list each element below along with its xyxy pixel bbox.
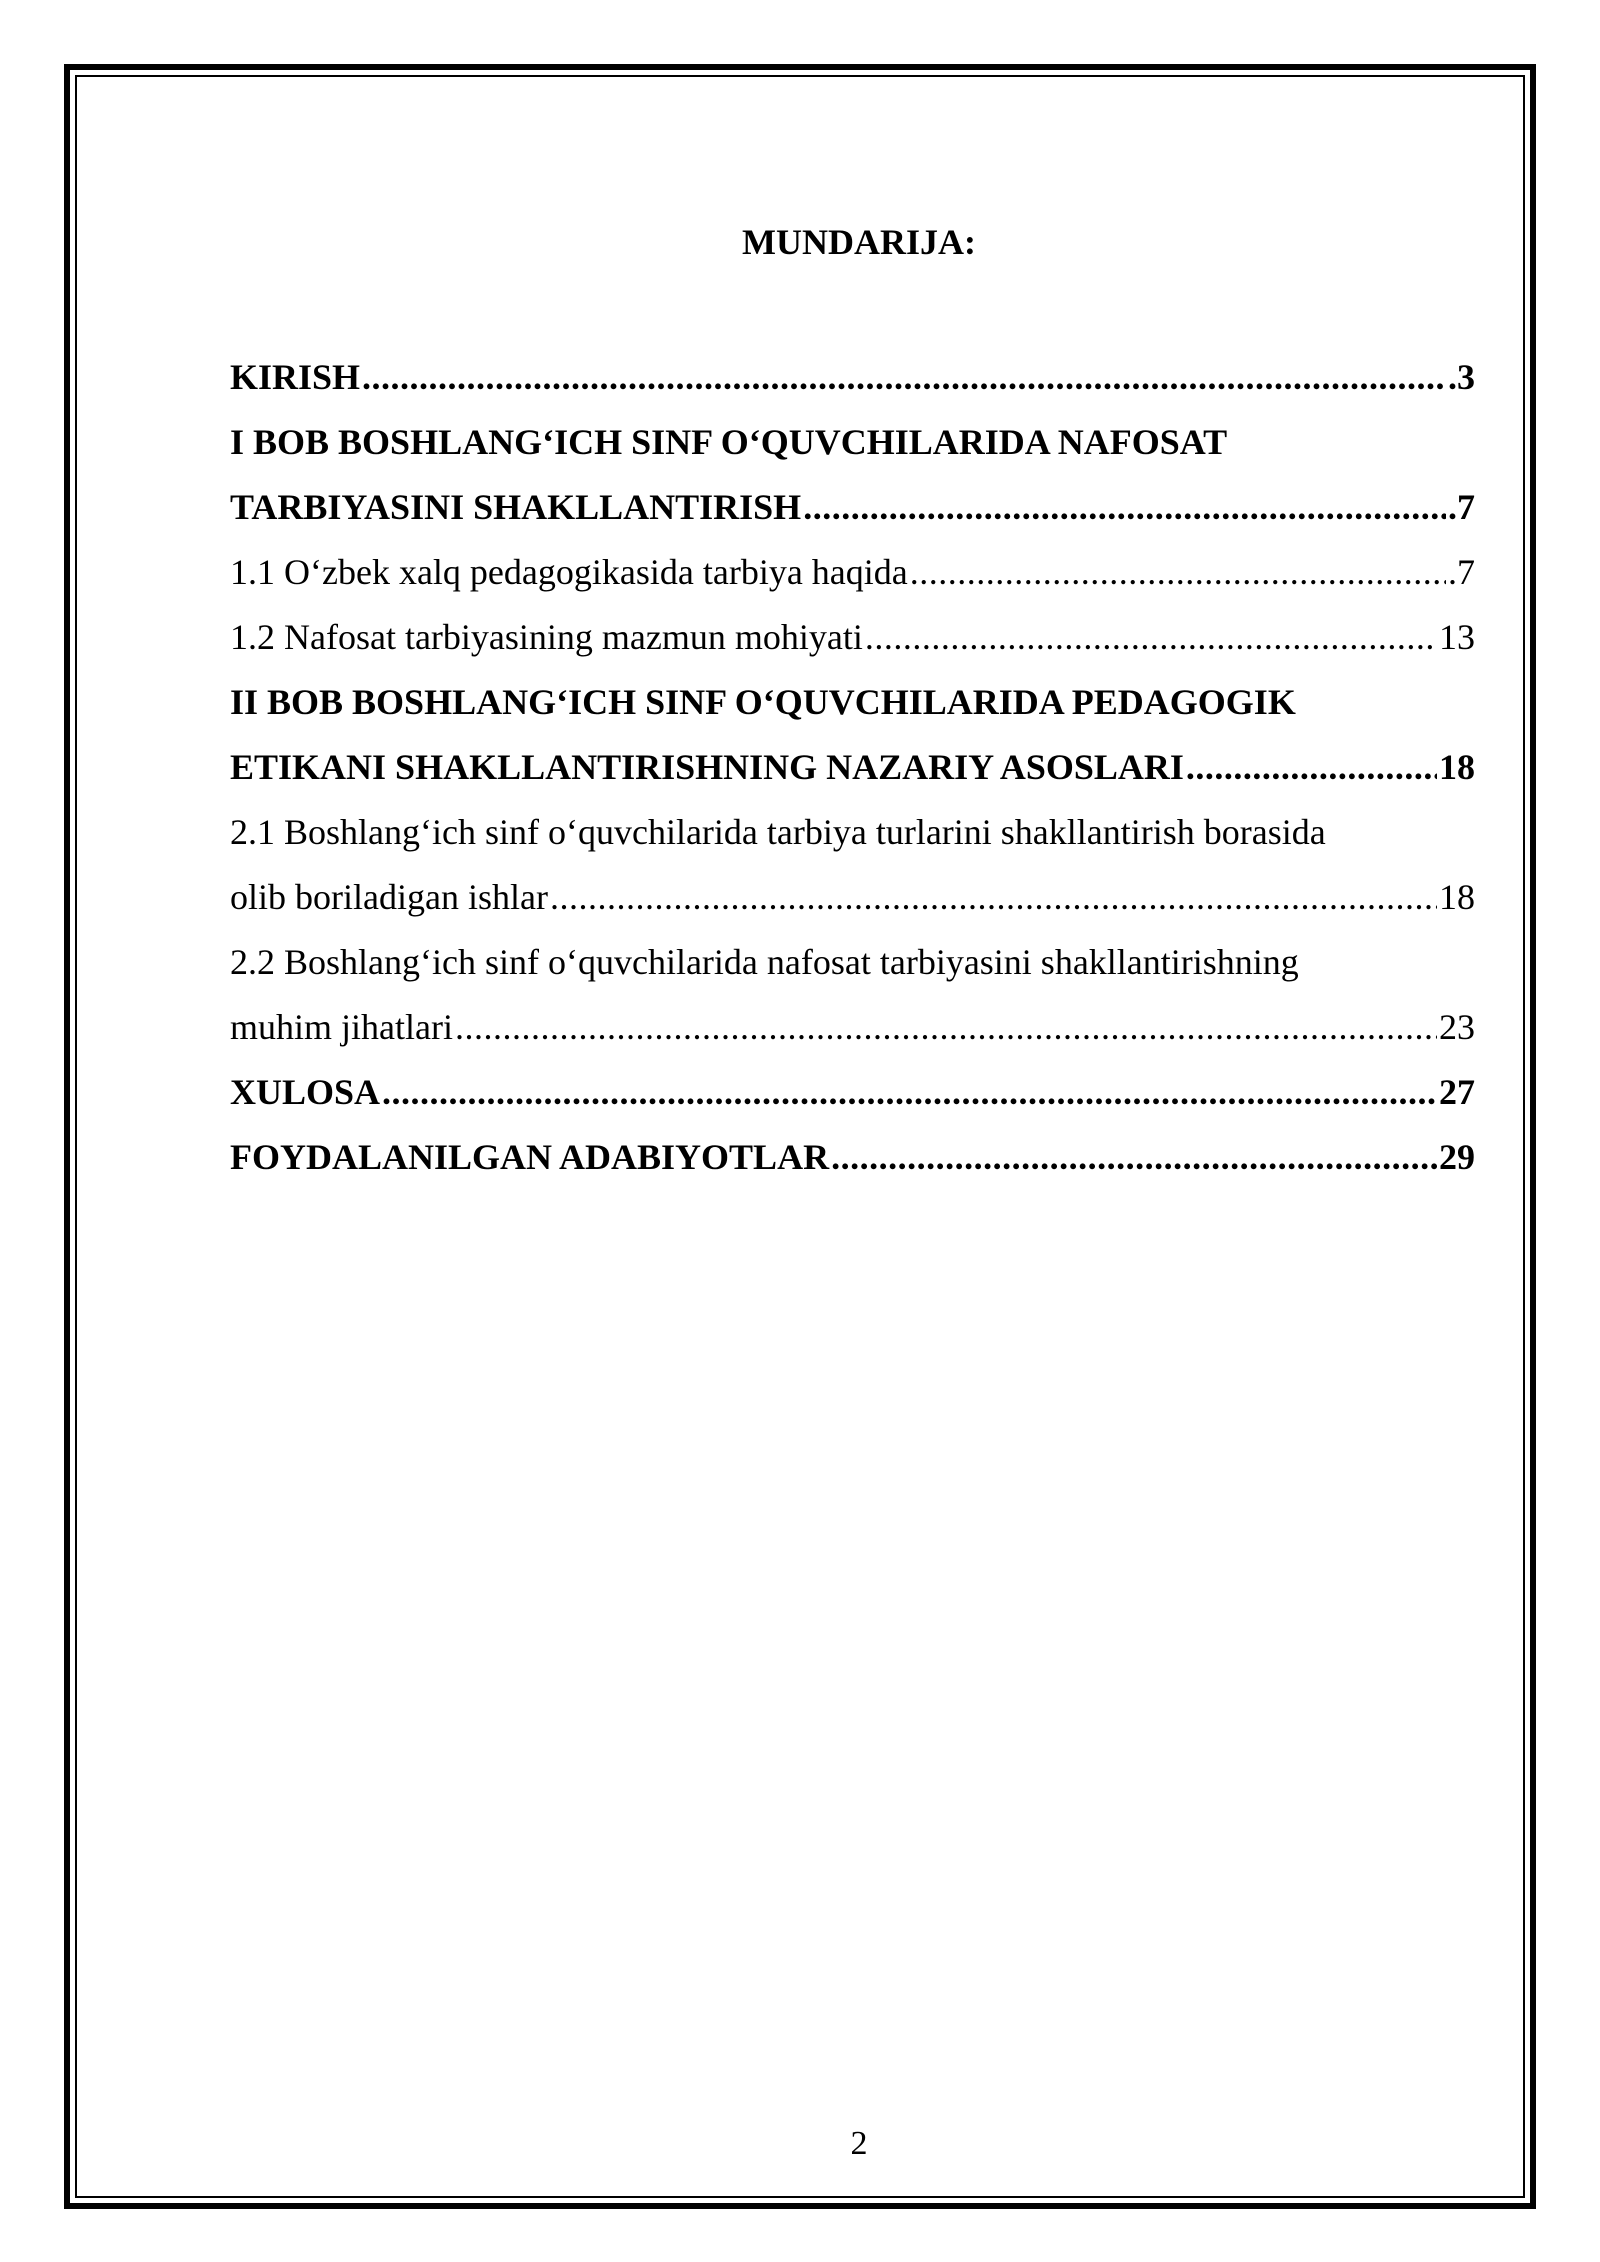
toc-entry-page: .3 xyxy=(1448,357,1475,397)
toc-entry-section-2-2-line-1[interactable] xyxy=(230,930,1475,995)
table-of-contents xyxy=(230,345,1475,1190)
toc-entry-page: 18 xyxy=(1439,877,1475,917)
toc-entry-label: KIRISH xyxy=(230,357,361,397)
page-title: MUNDARIJA: xyxy=(742,222,976,262)
toc-entry-label: olib boriladigan ishlar xyxy=(230,877,548,917)
toc-entry-section-2-2-line-2[interactable] xyxy=(230,995,1475,1060)
page-number: 2 xyxy=(850,2125,868,2162)
toc-entry-kirish[interactable] xyxy=(230,345,1475,410)
toc-entry-chapter-1-line-2[interactable] xyxy=(230,475,1475,540)
toc-entry-label: 1.1 O‘zbek xalq pedagogikasida tarbiya haqida xyxy=(230,552,908,592)
toc-entry-chapter-2-line-1[interactable] xyxy=(230,670,1475,735)
toc-dot-leader xyxy=(1186,735,1437,800)
toc-dot-leader xyxy=(362,345,1446,410)
toc-entry-label: TARBIYASINI SHAKLLANTIRISH xyxy=(230,487,802,527)
toc-entry-section-2-1-line-2[interactable] xyxy=(230,865,1475,930)
toc-entry-label: 1.2 Nafosat tarbiyasining mazmun mohiyati xyxy=(230,617,863,657)
toc-entry-xulosa[interactable] xyxy=(230,1060,1475,1125)
toc-entry-label: muhim jihatlari xyxy=(230,1007,453,1047)
toc-entry-section-2-1-line-1[interactable] xyxy=(230,800,1475,865)
toc-entry-page: 18 xyxy=(1439,747,1475,787)
toc-dot-leader xyxy=(865,605,1437,670)
toc-entry-page: 27 xyxy=(1439,1072,1475,1112)
toc-entry-label: I BOB BOSHLANG‘ICH SINF O‘QUVCHILARIDA NAFOSAT xyxy=(230,422,1228,462)
toc-dot-leader xyxy=(550,865,1437,930)
toc-entry-page: .7 xyxy=(1448,552,1475,592)
toc-entry-label: XULOSA xyxy=(230,1072,381,1112)
toc-entry-chapter-1-line-1[interactable] xyxy=(230,410,1475,475)
toc-entry-label: 2.2 Boshlang‘ich sinf o‘quvchilarida nafosat tarbiyasini shakllantirishning xyxy=(230,942,1299,982)
toc-dot-leader xyxy=(382,1060,1437,1125)
toc-entry-label: FOYDALANILGAN ADABIYOTLAR xyxy=(230,1137,830,1177)
toc-entry-page: 13 xyxy=(1439,617,1475,657)
toc-entry-page: 29 xyxy=(1439,1137,1475,1177)
toc-dot-leader xyxy=(910,540,1446,605)
toc-entry-chapter-2-line-2[interactable] xyxy=(230,735,1475,800)
toc-entry-label: 2.1 Boshlang‘ich sinf o‘quvchilarida tarbiya turlarini shakllantirish borasida xyxy=(230,812,1326,852)
toc-entry-references[interactable] xyxy=(230,1125,1475,1190)
toc-dot-leader xyxy=(831,1125,1437,1190)
toc-entry-section-1-2[interactable] xyxy=(230,605,1475,670)
toc-entry-label: II BOB BOSHLANG‘ICH SINF O‘QUVCHILARIDA PEDAGOGIK xyxy=(230,682,1296,722)
toc-dot-leader xyxy=(803,475,1446,540)
toc-entry-label: ETIKANI SHAKLLANTIRISHNING NAZARIY ASOSLARI xyxy=(230,747,1184,787)
toc-entry-page: .7 xyxy=(1448,487,1475,527)
toc-entry-page: 23 xyxy=(1439,1007,1475,1047)
toc-dot-leader xyxy=(455,995,1437,1060)
toc-entry-section-1-1[interactable] xyxy=(230,540,1475,605)
